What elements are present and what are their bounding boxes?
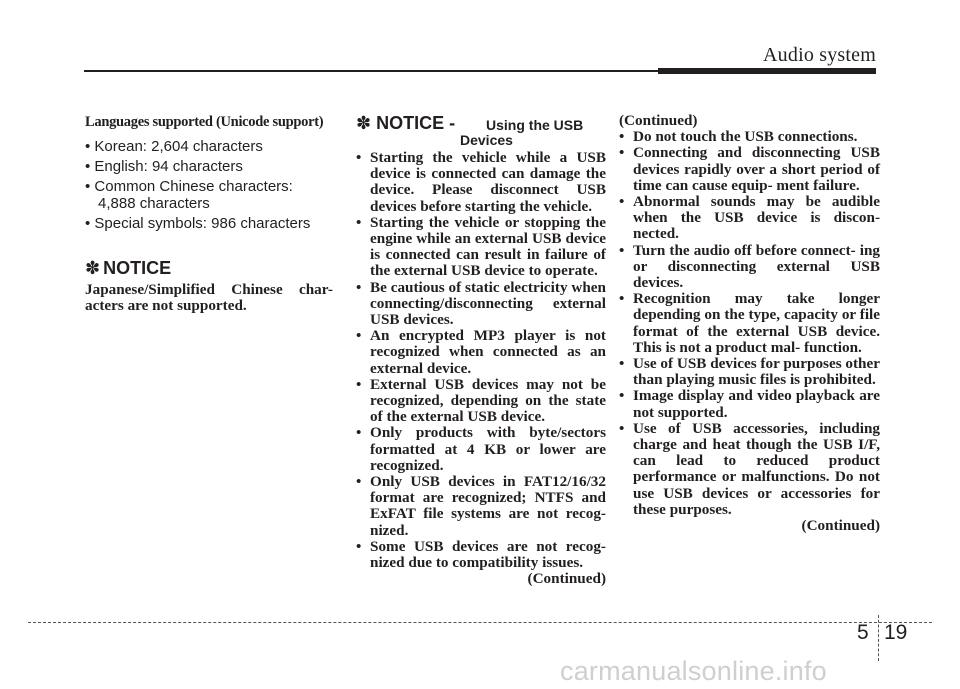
usb-notice-topic-line1: Using the USB: [486, 117, 584, 133]
list-item: • Only products with byte/sectors formatted at 4 KB or lower are recognized.: [356, 425, 606, 474]
language-item: • English: 94 characters: [85, 158, 243, 175]
list-item: • Abnormal sounds may be audible when the USB device is discon- nected.: [619, 194, 880, 243]
list-item: • Image display and video playback are not supported.: [619, 388, 880, 420]
usb-notice-list: [356, 150, 606, 571]
notice-heading: [85, 258, 333, 278]
column-usb-notice-continued: [619, 113, 880, 534]
header-rule-accent: [658, 68, 876, 74]
list-item: • Some USB devices are not recog- nized due to compatibility issues.: [356, 539, 606, 571]
usb-notice-heading: [356, 113, 606, 149]
language-item: • Common Chinese characters: 4,888 characters: [85, 178, 293, 212]
list-item: • Use of USB devices for purposes other than playing music files is prohibited.: [619, 356, 880, 388]
language-item: • Korean: 2,604 characters: [85, 138, 263, 155]
notice-text: Japanese/Simplified Chinese char- acters are not supported.: [85, 281, 333, 315]
column-languages: [85, 113, 333, 314]
list-item: • Turn the audio off before connect- ing or disconnecting external USB devices.: [619, 243, 880, 292]
page-number-divider: [878, 615, 879, 661]
list-item: • Starting the vehicle or stopping the engine while an external USB device is connected can result in failure of the external USB device to operate.: [356, 215, 606, 280]
column-usb-notice: [356, 113, 606, 587]
usb-notice-label: [356, 113, 455, 134]
list-item: • External USB devices may not be recognized, depending on the state of the external USB device.: [356, 377, 606, 426]
notice-star-icon: ✽: [85, 258, 101, 278]
list-item: • Use of USB accessories, including charge and heat though the USB I/F, can lead to reduced product performance or malfunctions. Do not use USB devices or accessories for these purposes.: [619, 421, 880, 518]
list-item: • Only USB devices in FAT12/16/32 format are recognized; NTFS and ExFAT file systems are not recog- nized.: [356, 474, 606, 539]
list-item: • Be cautious of static electricity when connecting/disconnecting external USB devices.: [356, 280, 606, 329]
language-item: • Special symbols: 986 characters: [85, 215, 311, 232]
list-item: • Starting the vehicle while a USB device is connected can damage the device. Please disconnect USB devices before starting the vehicle.: [356, 150, 606, 215]
notice-title: NOTICE: [103, 258, 172, 278]
languages-heading: Languages supported (Unicode support): [85, 114, 324, 130]
continued-label: (Continued): [527, 570, 606, 588]
continued-label: (Continued): [801, 517, 880, 535]
list-item: • Recognition may take longer depending on the type, capacity or file format of the external USB device. This is not a product mal- function.: [619, 291, 880, 356]
usb-notice-topic-line2: Devices: [460, 132, 513, 148]
notice-star-icon: ✽: [356, 113, 372, 133]
usb-notice-list-continued: [619, 129, 880, 518]
page-number: 19: [884, 621, 908, 644]
header-title: Audio system: [763, 44, 876, 66]
watermark: carmanualsonline.info: [560, 656, 827, 686]
languages-list: [85, 138, 333, 232]
chapter-number: 5: [857, 621, 869, 644]
notice-label-text: NOTICE -: [376, 113, 456, 133]
list-item: • Do not touch the USB connections.: [619, 129, 880, 145]
continued-heading: (Continued): [619, 112, 698, 129]
list-item: • An encrypted MP3 player is not recognized when connected as an external device.: [356, 328, 606, 377]
footer-rule: [28, 622, 932, 623]
list-item: • Connecting and disconnecting USB devices rapidly over a short period of time can cause equip- ment failure.: [619, 145, 880, 194]
